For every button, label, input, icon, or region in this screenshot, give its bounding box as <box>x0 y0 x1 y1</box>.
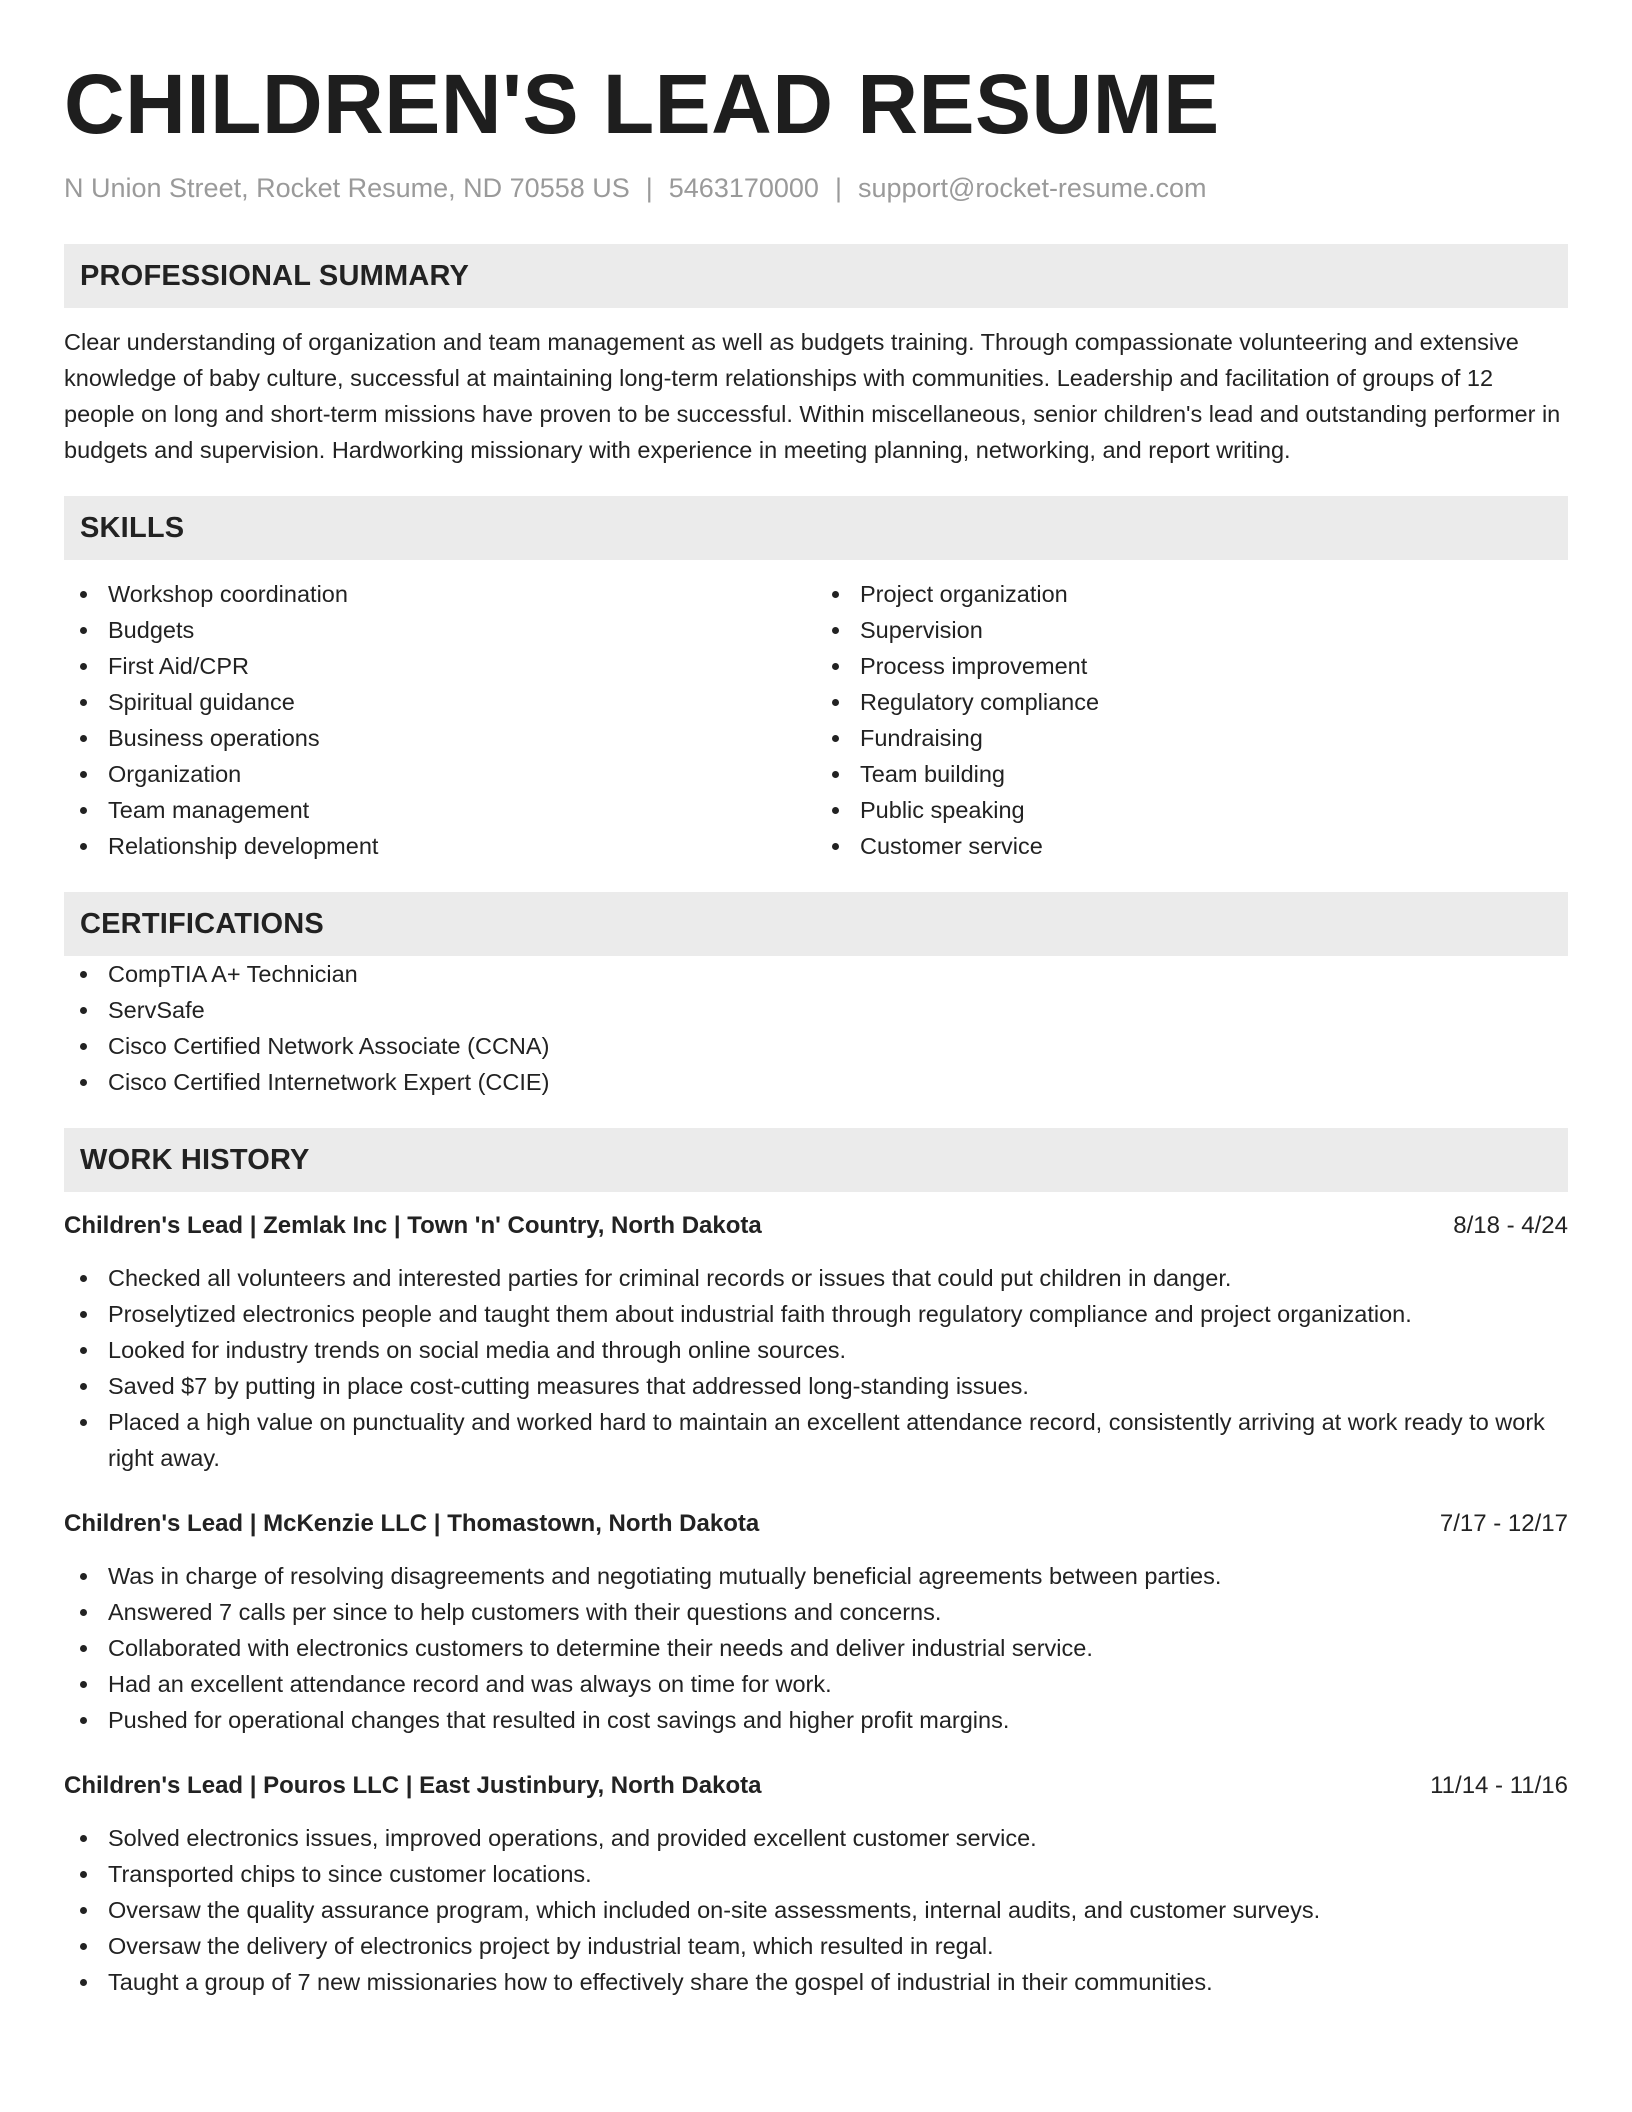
skill-item: Relationship development <box>64 828 816 864</box>
skill-item: Customer service <box>816 828 1568 864</box>
certification-item: ServSafe <box>64 992 1568 1028</box>
skill-item: Spiritual guidance <box>64 684 816 720</box>
job-header <box>64 1768 1568 1804</box>
summary-heading: PROFESSIONAL SUMMARY <box>64 244 1568 308</box>
job-bullet: Had an excellent attendance record and was always on time for work. <box>64 1666 1568 1702</box>
contact-line <box>64 172 1568 204</box>
skills-list-right <box>816 576 1568 864</box>
skill-item: Team management <box>64 792 816 828</box>
skills-section <box>64 496 1568 864</box>
skill-item: Organization <box>64 756 816 792</box>
skill-item: Regulatory compliance <box>816 684 1568 720</box>
certification-item: CompTIA A+ Technician <box>64 956 1568 992</box>
address-text: N Union Street, Rocket Resume, ND 70558 US <box>64 173 630 203</box>
job-bullets <box>64 1820 1568 2000</box>
skills-grid <box>64 576 1568 864</box>
skill-item: Process improvement <box>816 648 1568 684</box>
phone-text: 5463170000 <box>668 173 819 203</box>
job-bullet: Transported chips to since customer locations. <box>64 1856 1568 1892</box>
job-title: Children's Lead | Zemlak Inc | Town 'n' Country, North Dakota <box>64 1212 762 1240</box>
job-bullet: Placed a high value on punctuality and worked hard to maintain an excellent attendance record, consistently arriving at work ready to work right away. <box>64 1404 1568 1476</box>
job-header <box>64 1506 1568 1542</box>
job-title: Children's Lead | Pouros LLC | East Justinbury, North Dakota <box>64 1772 762 1800</box>
job-bullet: Was in charge of resolving disagreements and negotiating mutually beneficial agreements between parties. <box>64 1558 1568 1594</box>
summary-section <box>64 244 1568 468</box>
job-dates: 8/18 - 4/24 <box>1453 1212 1568 1240</box>
job-bullet: Pushed for operational changes that resulted in cost savings and higher profit margins. <box>64 1702 1568 1738</box>
certifications-section <box>64 892 1568 1100</box>
skill-item: Fundraising <box>816 720 1568 756</box>
skills-heading: SKILLS <box>64 496 1568 560</box>
job-bullet: Oversaw the quality assurance program, which included on-site assessments, internal audits, and customer surveys. <box>64 1892 1568 1928</box>
skill-item: Public speaking <box>816 792 1568 828</box>
skill-item: Team building <box>816 756 1568 792</box>
job-bullet: Checked all volunteers and interested parties for criminal records or issues that could put children in danger. <box>64 1260 1568 1296</box>
skill-item: Supervision <box>816 612 1568 648</box>
job-header <box>64 1208 1568 1244</box>
job-entry <box>64 1208 1568 1476</box>
job-dates: 7/17 - 12/17 <box>1439 1510 1568 1538</box>
skill-item: Workshop coordination <box>64 576 816 612</box>
work-history-section <box>64 1128 1568 2000</box>
job-entry <box>64 1768 1568 2000</box>
certification-item: Cisco Certified Internetwork Expert (CCIE) <box>64 1064 1568 1100</box>
certification-item: Cisco Certified Network Associate (CCNA) <box>64 1028 1568 1064</box>
work-history-heading: WORK HISTORY <box>64 1128 1568 1192</box>
resume-title: CHILDREN'S LEAD RESUME <box>64 57 1220 151</box>
job-bullet: Answered 7 calls per since to help customers with their questions and concerns. <box>64 1594 1568 1630</box>
contact-separator: | <box>834 173 842 203</box>
job-bullet: Taught a group of 7 new missionaries how to effectively share the gospel of industrial in their communities. <box>64 1964 1568 2000</box>
job-bullet: Proselytized electronics people and taught them about industrial faith through regulatory compliance and project organization. <box>64 1296 1568 1332</box>
certifications-heading: CERTIFICATIONS <box>64 892 1568 956</box>
job-dates: 11/14 - 11/16 <box>1430 1772 1568 1800</box>
job-bullet: Oversaw the delivery of electronics project by industrial team, which resulted in regal. <box>64 1928 1568 1964</box>
job-title: Children's Lead | McKenzie LLC | Thomastown, North Dakota <box>64 1510 760 1538</box>
job-entry <box>64 1506 1568 1738</box>
job-bullet: Saved $7 by putting in place cost-cutting measures that addressed long-standing issues. <box>64 1368 1568 1404</box>
skill-item: Project organization <box>816 576 1568 612</box>
certifications-list <box>64 956 1568 1100</box>
job-bullets <box>64 1260 1568 1476</box>
skills-list-left <box>64 576 816 864</box>
job-bullets <box>64 1558 1568 1738</box>
email-link[interactable]: support@rocket-resume.com <box>857 173 1207 203</box>
job-bullet: Collaborated with electronics customers to determine their needs and deliver industrial service. <box>64 1630 1568 1666</box>
summary-text: Clear understanding of organization and team management as well as budgets training. Through compassionate volunteering and extensive knowledge of baby culture, successful at maintaining long-term relationships with communities. Leadership and facilitation of groups of 12 people on long and short-term missions have proven to be successful. Within miscellaneous, senior children's lead and outstanding performer in budgets and supervision. Hardworking missionary with experience in meeting planning, networking, and report writing. <box>64 329 1561 464</box>
job-bullet: Looked for industry trends on social media and through online sources. <box>64 1332 1568 1368</box>
job-bullet: Solved electronics issues, improved operations, and provided excellent customer service. <box>64 1820 1568 1856</box>
skill-item: Budgets <box>64 612 816 648</box>
contact-separator: | <box>645 173 653 203</box>
skill-item: Business operations <box>64 720 816 756</box>
skill-item: First Aid/CPR <box>64 648 816 684</box>
